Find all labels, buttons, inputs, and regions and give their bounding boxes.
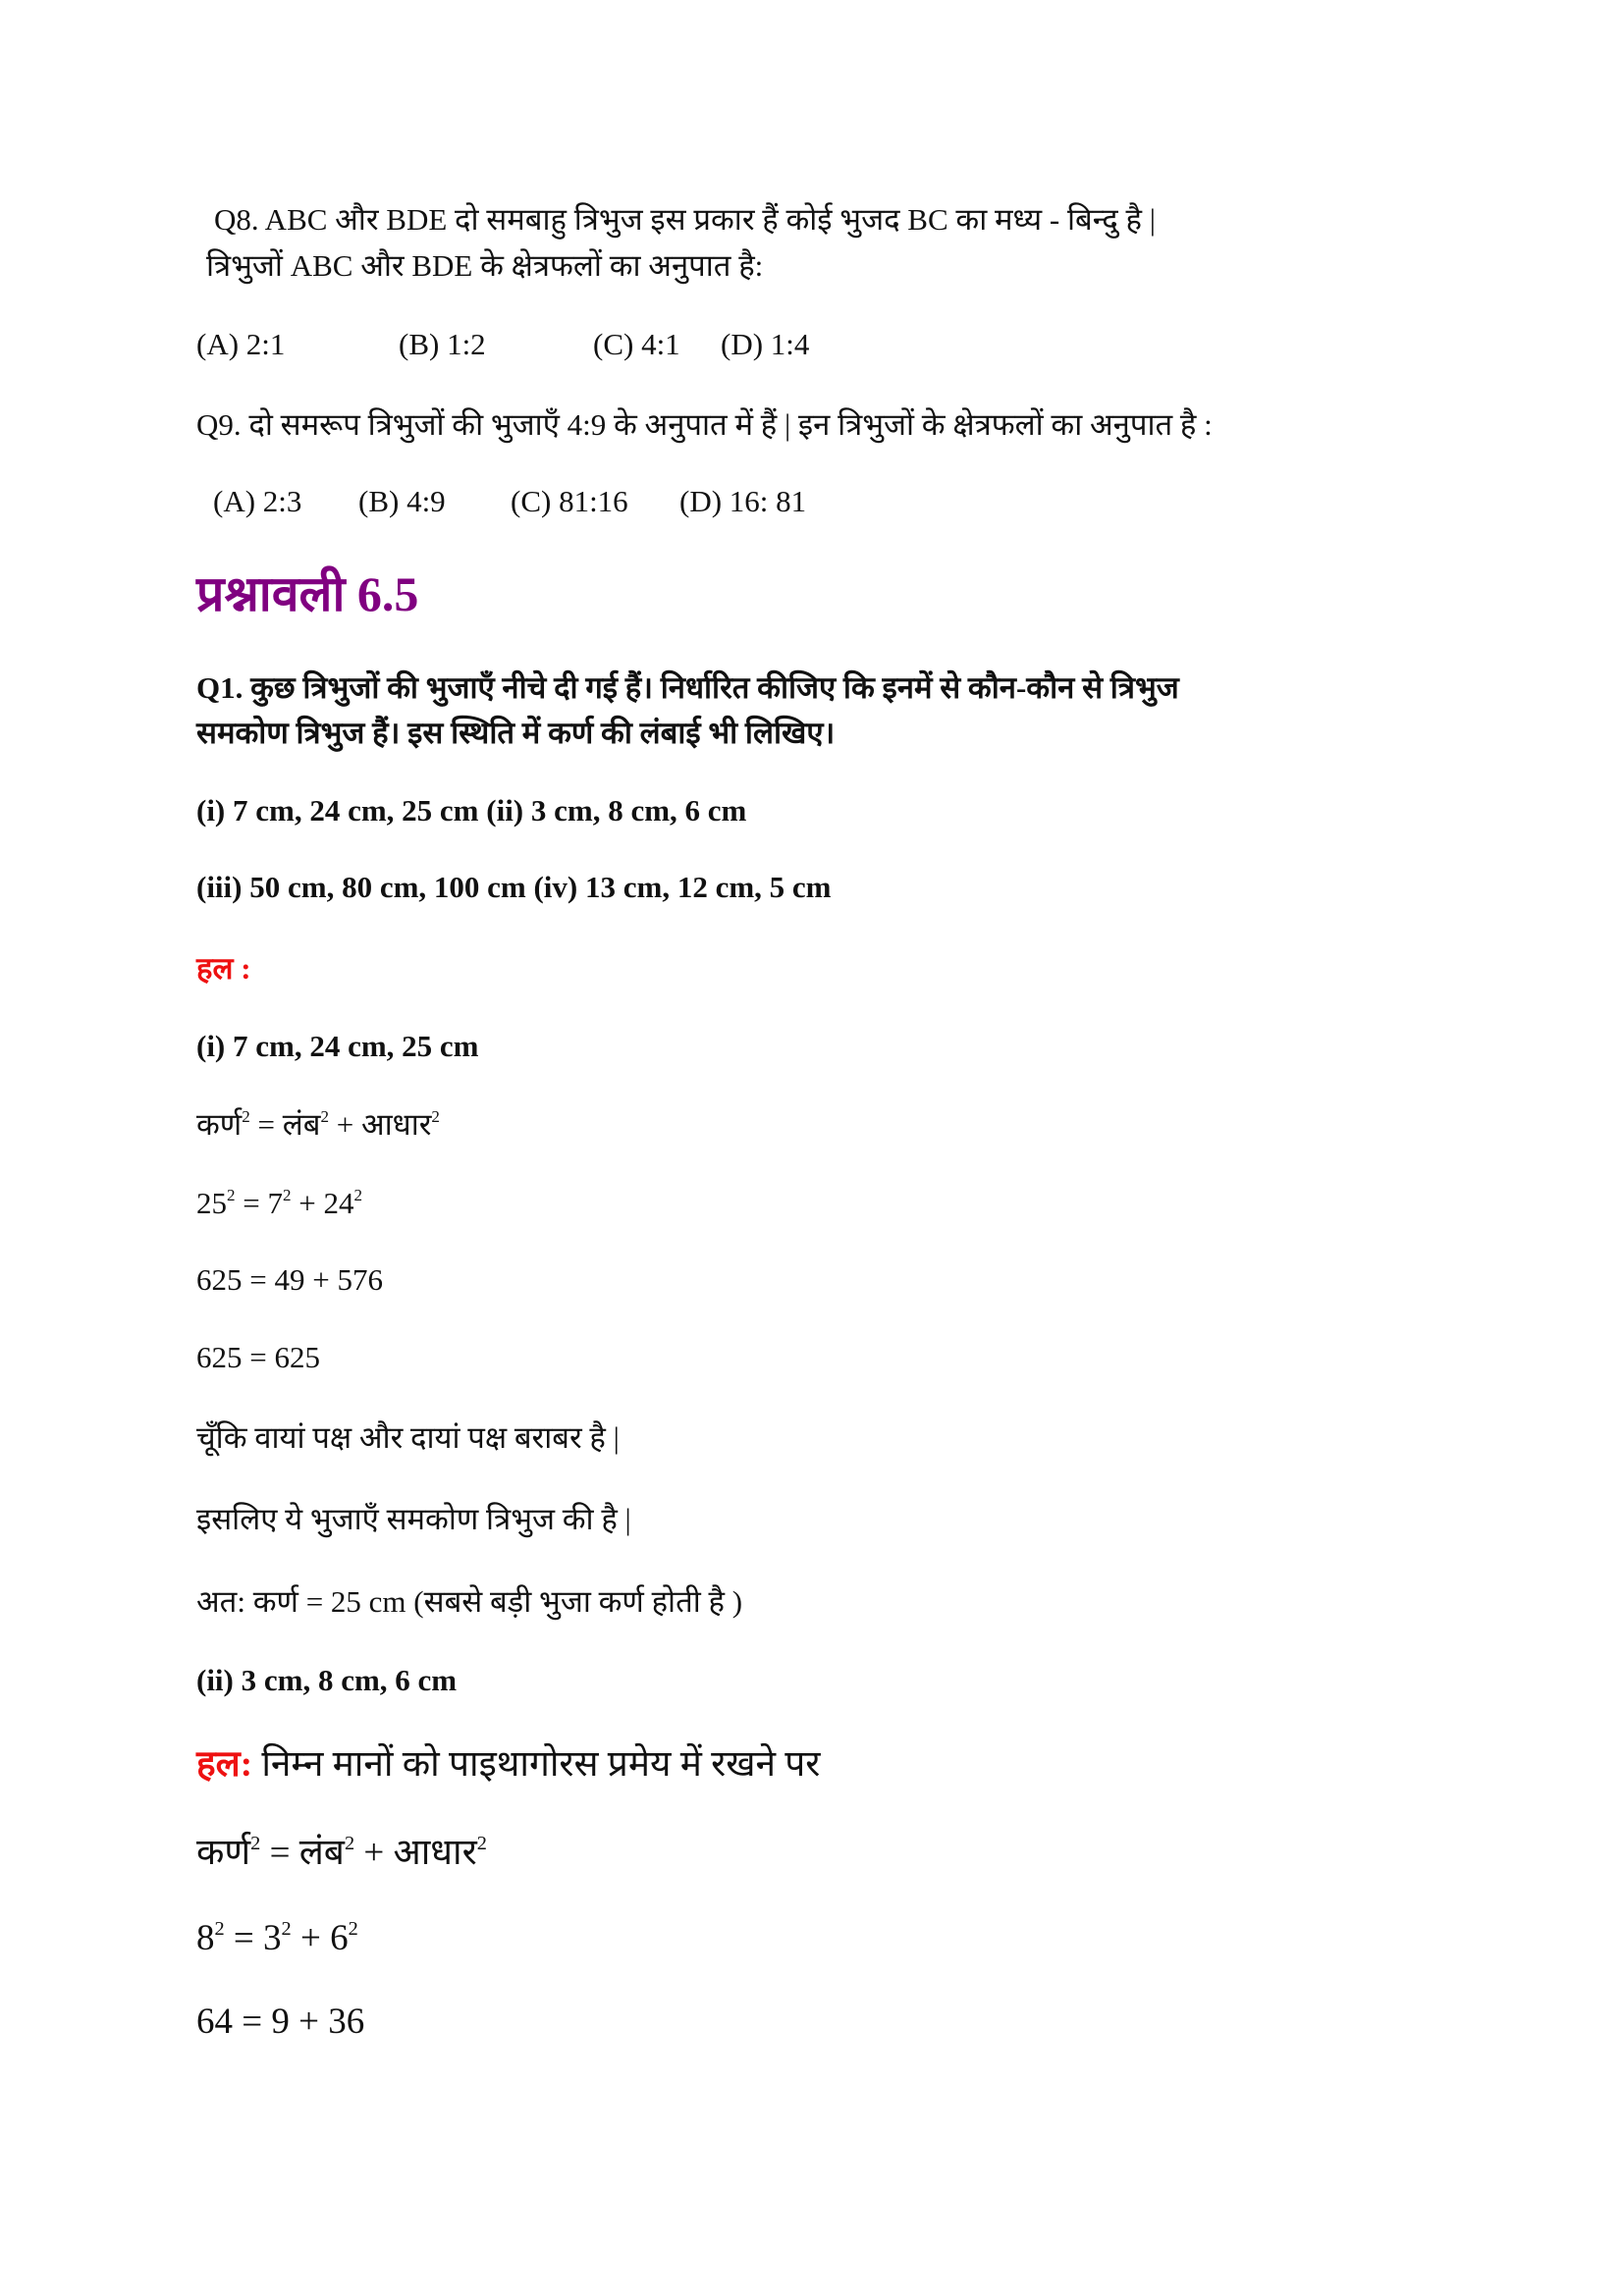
base-term: + आधार <box>363 1833 477 1873</box>
exponent: 2 <box>353 1186 363 1205</box>
eq-term: = 3 <box>224 1918 282 1958</box>
part-ii-solution-label: हल: <box>196 1744 253 1785</box>
hypotenuse-term: कर्ण <box>196 1833 251 1873</box>
eq-term: + 6 <box>291 1918 349 1958</box>
perpendicular-term: = लंब <box>269 1833 345 1873</box>
exponent: 2 <box>281 1917 292 1940</box>
q9-option-c: (C) 81:16 <box>511 484 628 518</box>
q1-line-1: Q1. कुछ त्रिभुजों की भुजाएँ नीचे दी गई हैं। निर्धारित कीजिए कि इनमें से कौन-कौन से त्रिभुज <box>196 670 1179 705</box>
exponent: 2 <box>344 1832 355 1854</box>
exponent: 2 <box>320 1107 329 1127</box>
q1-line-2: समकोण त्रिभुज हैं। इस स्थिति में कर्ण की लंबाई भी लिखिए। <box>196 716 836 750</box>
eq-term: 25 <box>196 1186 227 1220</box>
q8-option-d: (D) 1:4 <box>721 327 810 361</box>
part-i-eq3: 625 = 625 <box>196 1340 320 1374</box>
part-i-conclusion: इसलिए ये भुजाएँ समकोण त्रिभुज की है | <box>196 1502 631 1536</box>
exponent: 2 <box>348 1917 358 1940</box>
part-i-reason: चूँकि वायां पक्ष और दायां पक्ष बराबर है | <box>196 1420 620 1455</box>
q8-option-a: (A) 2:1 <box>196 327 286 361</box>
exponent: 2 <box>476 1832 487 1854</box>
exponent: 2 <box>214 1917 225 1940</box>
eq-term: 8 <box>196 1918 215 1958</box>
part-i-title: (i) 7 cm, 24 cm, 25 cm <box>196 1029 479 1063</box>
base-term: + आधार <box>336 1107 432 1142</box>
exercise-heading: प्रश्नावली 6.5 <box>196 566 419 621</box>
perpendicular-term: = लंब <box>257 1107 321 1142</box>
part-ii-eq2: 64 = 9 + 36 <box>196 2002 365 2042</box>
part-ii-title: (ii) 3 cm, 8 cm, 6 cm <box>196 1663 458 1697</box>
q8-options <box>196 326 809 362</box>
part-ii-intro <box>196 1743 820 1787</box>
q9-option-a: (A) 2:3 <box>213 484 302 518</box>
exponent: 2 <box>250 1832 261 1854</box>
q8-option-c: (C) 4:1 <box>593 327 680 361</box>
eq-term: = 7 <box>235 1186 283 1220</box>
exponent: 2 <box>227 1186 236 1205</box>
q9-options <box>213 483 806 519</box>
part-i-answer: अत: कर्ण = 25 cm (सबसे बड़ी भुजा कर्ण होती है ) <box>196 1584 743 1619</box>
part-ii-eq1 <box>196 1917 358 1960</box>
q9-option-b: (B) 4:9 <box>358 484 446 518</box>
exponent: 2 <box>283 1186 292 1205</box>
exponent: 2 <box>242 1107 250 1127</box>
eq-term: + 24 <box>291 1186 354 1220</box>
part-ii-intro-text: निम्न मानों को पाइथागोरस प्रमेय में रखने पर <box>252 1744 821 1785</box>
part-i-eq1 <box>196 1185 362 1221</box>
solution-label: हल : <box>196 951 251 986</box>
q9-text: Q9. दो समरूप त्रिभुजों की भुजाएँ 4:9 के अनुपात में हैं | इन त्रिभुजों के क्षेत्रफलों का अनुपात है : <box>196 407 1213 442</box>
hypotenuse-term: कर्ण <box>196 1107 243 1142</box>
q1-parts-line-2: (iii) 50 cm, 80 cm, 100 cm (iv) 13 cm, 12 cm, 5 cm <box>196 870 832 904</box>
part-i-eq2: 625 = 49 + 576 <box>196 1262 383 1297</box>
q8-option-b: (B) 1:2 <box>399 327 486 361</box>
q9-option-d: (D) 16: 81 <box>679 484 807 518</box>
q8-line-2: त्रिभुजों ABC और BDE के क्षेत्रफलों का अनुपात है: <box>206 248 764 283</box>
q8-line-1: Q8. ABC और BDE दो समबाहु त्रिभुज इस प्रकार हैं कोई भुजद BC का मध्य - बिन्दु है | <box>214 202 1156 237</box>
exponent: 2 <box>431 1107 440 1127</box>
q1-parts-line-1: (i) 7 cm, 24 cm, 25 cm (ii) 3 cm, 8 cm, 6 cm <box>196 793 747 828</box>
part-ii-formula <box>196 1832 487 1875</box>
part-i-formula <box>196 1106 440 1143</box>
